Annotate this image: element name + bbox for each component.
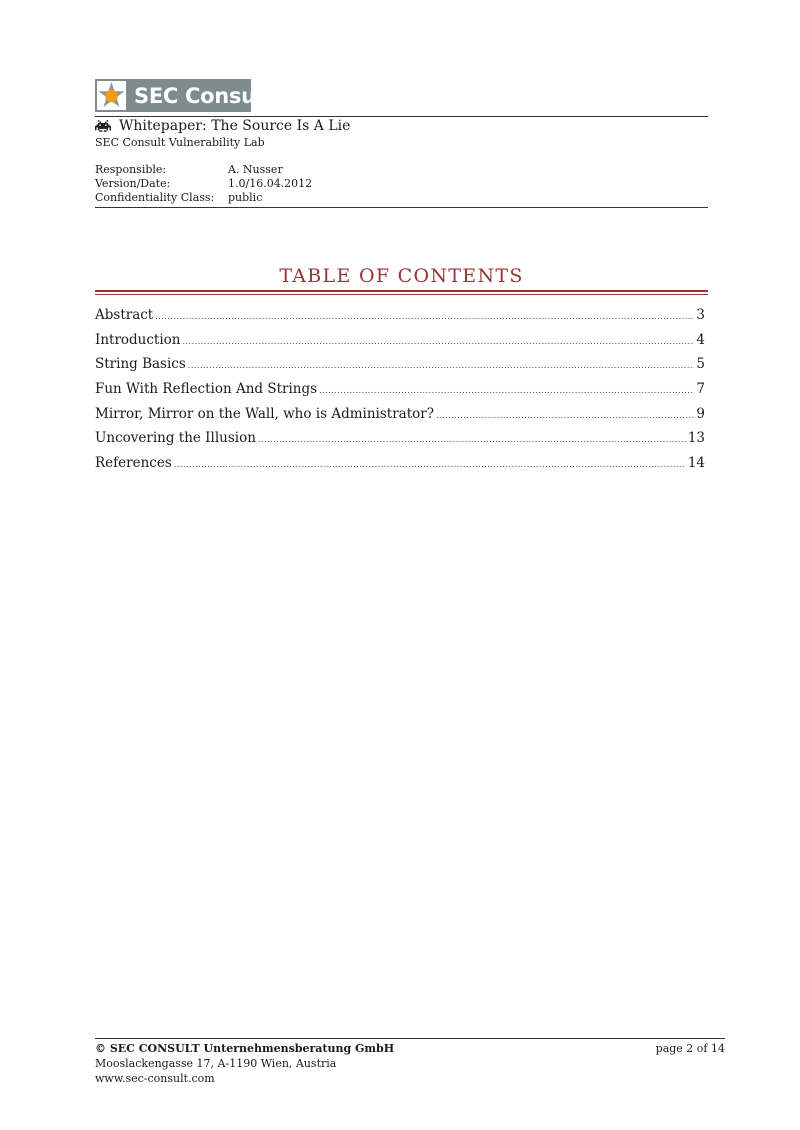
toc-entry-page: 5 <box>696 356 705 373</box>
toc-entry-string-basics[interactable] <box>95 356 705 381</box>
toc-entry-introduction[interactable] <box>95 332 705 357</box>
star-logo-icon <box>95 79 128 112</box>
meta-label: Version/Date: <box>95 177 171 190</box>
meta-row-responsible <box>95 163 312 177</box>
toc-entry-title: Abstract <box>95 307 154 323</box>
meta-label: Responsible: <box>95 163 167 176</box>
toc-entry-page: 3 <box>696 307 705 323</box>
toc-entry-fun-with-reflection[interactable] <box>95 381 705 406</box>
meta-value: public <box>228 191 263 204</box>
footer-website[interactable]: www.sec-consult.com <box>95 1072 215 1085</box>
toc-dot-leader <box>188 361 695 370</box>
toc-entry-title: Mirror, Mirror on the Wall, who is Administrator? <box>95 405 434 422</box>
document-title <box>95 118 350 134</box>
toc-entry-page: 13 <box>687 430 705 447</box>
toc-entry-title: String Basics <box>95 356 186 373</box>
toc-entry-page: 4 <box>696 331 705 348</box>
meta-row-version <box>95 177 312 191</box>
toc-entry-title: References <box>95 455 172 472</box>
document-title-text: Whitepaper: The Source Is A Lie <box>119 118 351 134</box>
toc-entry-page: 7 <box>696 381 705 398</box>
toc-dot-leader <box>319 386 694 395</box>
footer-row <box>95 1041 725 1056</box>
table-of-contents <box>95 307 705 480</box>
logo-text: SEC Consult <box>134 83 273 108</box>
company-logo <box>95 79 273 112</box>
toc-entry-uncovering-illusion[interactable] <box>95 430 705 455</box>
footer-address: Mooslackengasse 17, A-1190 Wien, Austria <box>95 1057 337 1070</box>
toc-entry-references[interactable] <box>95 455 705 480</box>
toc-heading-rule-thin <box>95 294 708 295</box>
toc-dot-leader <box>174 460 686 469</box>
meta-label: Confidentiality Class: <box>95 191 215 204</box>
meta-row-confidentiality <box>95 191 312 205</box>
document-meta <box>95 163 312 205</box>
footer-company: © SEC CONSULT Unternehmensberatung GmbH <box>95 1042 395 1055</box>
toc-heading: TABLE OF CONTENTS <box>279 265 524 287</box>
toc-entry-mirror-mirror[interactable] <box>95 406 705 431</box>
meta-value: 1.0/16.04.2012 <box>228 177 313 190</box>
footer-divider <box>95 1038 725 1039</box>
page-number: page 2 of 14 <box>655 1042 725 1055</box>
toc-dot-leader <box>183 337 695 346</box>
toc-heading-rule <box>95 290 708 292</box>
toc-entry-page: 14 <box>687 455 705 472</box>
meta-divider <box>95 207 708 208</box>
header-divider <box>95 116 708 117</box>
toc-dot-leader <box>258 435 686 444</box>
toc-dot-leader <box>436 411 694 420</box>
toc-dot-leader <box>155 312 694 321</box>
space-invader-icon <box>95 120 111 132</box>
toc-entry-title: Fun With Reflection And Strings <box>95 381 318 398</box>
toc-entry-title: Introduction <box>95 331 181 348</box>
document-subtitle: SEC Consult Vulnerability Lab <box>95 136 265 149</box>
toc-entry-title: Uncovering the Illusion <box>95 430 256 447</box>
meta-value: A. Nusser <box>228 163 283 176</box>
page-footer <box>95 1041 725 1086</box>
toc-entry-abstract[interactable] <box>95 307 705 332</box>
toc-entry-page: 9 <box>696 405 705 422</box>
